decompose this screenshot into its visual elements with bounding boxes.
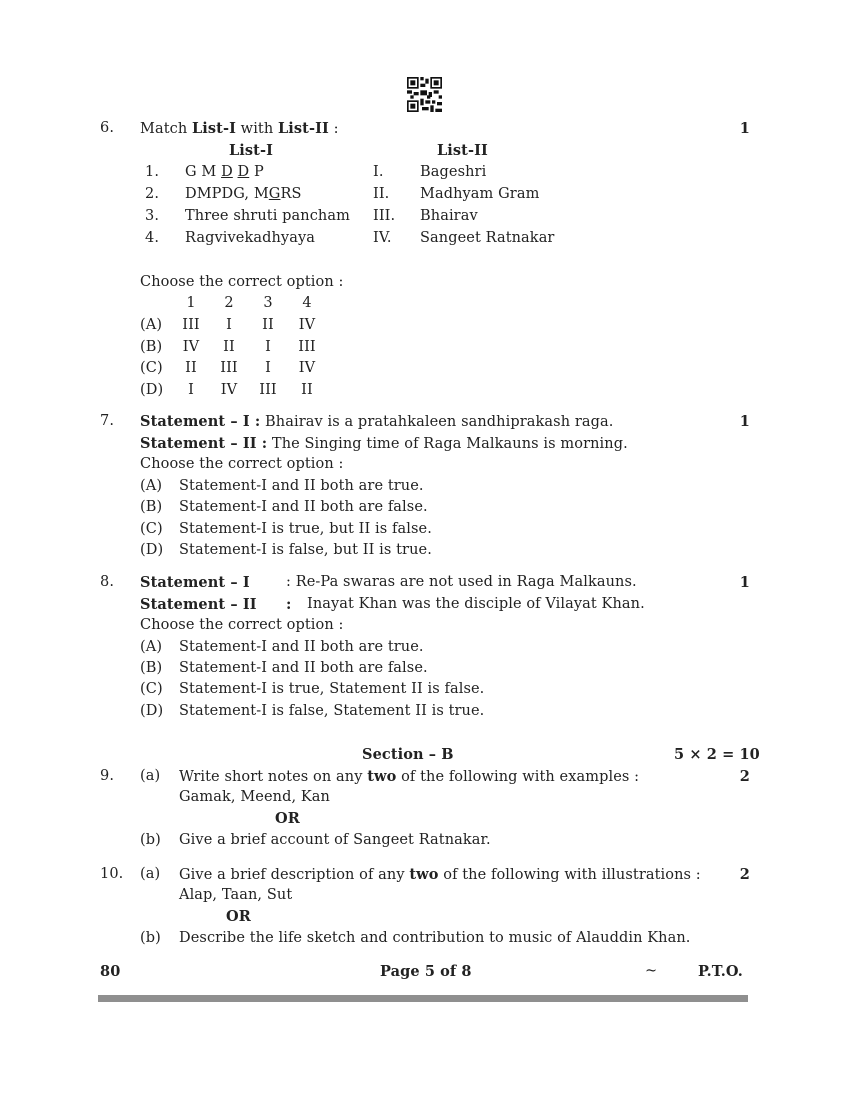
- question-number: 7.: [100, 413, 115, 429]
- option-cell: II: [262, 317, 274, 333]
- option-text: Statement-I is false, Statement II is true.: [179, 703, 485, 719]
- section-marks: 5 × 2 = 10: [674, 746, 760, 763]
- choose-instruction: Choose the correct option :: [140, 274, 344, 290]
- option-label: (B): [140, 660, 163, 676]
- list-1-heading: List-I: [229, 142, 273, 159]
- option-cell: III: [298, 339, 316, 355]
- option-text: Statement-I is false, but II is true.: [179, 542, 432, 558]
- option-label: (A): [140, 478, 163, 494]
- question-number: 9.: [100, 768, 115, 784]
- list-item-number: III.: [373, 208, 396, 224]
- option-text: Statement-I is true, Statement II is false.: [179, 681, 485, 697]
- option-text: Statement-I is true, but II is false.: [179, 521, 432, 537]
- list-2-heading: List-II: [437, 142, 488, 159]
- option-text: Statement-I and II both are false.: [179, 499, 428, 515]
- or-divider: OR: [275, 810, 300, 827]
- footer-rule: [98, 995, 748, 1002]
- option-label: (D): [140, 382, 164, 398]
- question-text: Match List-I with List-II :: [140, 120, 339, 137]
- option-cell: I: [226, 317, 232, 333]
- paper-code: 80: [100, 963, 121, 980]
- question-number: 10.: [100, 866, 124, 882]
- part-b-text: Give a brief account of Sangeet Ratnakar.: [179, 832, 491, 848]
- marks: 1: [739, 574, 750, 591]
- option-label: (C): [140, 360, 163, 376]
- part-a-items: Alap, Taan, Sut: [179, 887, 293, 903]
- option-label: (D): [140, 542, 164, 558]
- option-label: (C): [140, 681, 163, 697]
- part-b-text: Describe the life sketch and contribution to music of Alauddin Khan.: [179, 930, 691, 946]
- option-text: Statement-I and II both are true.: [179, 478, 424, 494]
- question-number: 8.: [100, 574, 115, 590]
- part-label: (a): [140, 866, 161, 882]
- or-divider: OR: [226, 908, 251, 925]
- option-cell: III: [259, 382, 277, 398]
- option-label: (C): [140, 521, 163, 537]
- part-label: (a): [140, 768, 161, 784]
- list-item: G M D D P: [185, 164, 264, 180]
- option-cell: IV: [182, 339, 200, 355]
- part-label: (b): [140, 930, 161, 946]
- page-number: Page 5 of 8: [380, 963, 472, 980]
- marks: 2: [739, 768, 750, 785]
- option-text: Statement-I and II both are true.: [179, 639, 424, 655]
- list-item: Bageshri: [420, 164, 487, 180]
- option-cell: I: [265, 339, 271, 355]
- statement-1-label: Statement – I: [140, 574, 250, 591]
- statement-1-text: : Re-Pa swaras are not used in Raga Malkauns.: [286, 574, 637, 590]
- option-cell: III: [182, 317, 200, 333]
- option-text: Statement-I and II both are false.: [179, 660, 428, 676]
- option-label: (B): [140, 339, 163, 355]
- option-label: (D): [140, 703, 164, 719]
- column-header: 2: [224, 295, 234, 311]
- list-item-number: 1.: [145, 164, 160, 180]
- part-label: (b): [140, 832, 161, 848]
- option-cell: I: [265, 360, 271, 376]
- part-a-text: Give a brief description of any two of the following with illustrations :: [179, 866, 701, 883]
- option-cell: II: [185, 360, 197, 376]
- option-cell: I: [188, 382, 194, 398]
- qr-code: [407, 77, 442, 112]
- option-cell: IV: [298, 317, 316, 333]
- statement-2-text: Inayat Khan was the disciple of Vilayat Khan.: [307, 596, 645, 612]
- question-number: 6.: [100, 120, 115, 136]
- choose-instruction: Choose the correct option :: [140, 456, 344, 472]
- list-item: Madhyam Gram: [420, 186, 540, 202]
- statement-1: Statement – I : Bhairav is a pratahkaleen sandhiprakash raga.: [140, 413, 614, 430]
- marks: 1: [739, 413, 750, 430]
- column-header: 3: [263, 295, 273, 311]
- option-cell: IV: [220, 382, 238, 398]
- statement-2-colon: :: [286, 596, 292, 613]
- option-label: (B): [140, 499, 163, 515]
- option-cell: II: [301, 382, 313, 398]
- list-item: DMPDG, MGRS: [185, 186, 302, 202]
- tilde-mark: ~: [645, 963, 658, 979]
- option-cell: II: [223, 339, 235, 355]
- option-label: (A): [140, 639, 163, 655]
- pto-label: P.T.O.: [698, 963, 743, 980]
- option-cell: III: [220, 360, 238, 376]
- column-header: 1: [186, 295, 196, 311]
- list-item: Sangeet Ratnakar: [420, 230, 555, 246]
- list-item-number: 2.: [145, 186, 160, 202]
- list-item-number: 3.: [145, 208, 160, 224]
- list-item-number: I.: [373, 164, 384, 180]
- list-item: Ragvivekadhyaya: [185, 230, 316, 246]
- list-item: Three shruti pancham: [185, 208, 350, 224]
- option-cell: IV: [298, 360, 316, 376]
- part-a-items: Gamak, Meend, Kan: [179, 789, 330, 805]
- choose-instruction: Choose the correct option :: [140, 617, 344, 633]
- marks: 2: [739, 866, 750, 883]
- column-header: 4: [302, 295, 312, 311]
- part-a-text: Write short notes on any two of the following with examples :: [179, 768, 640, 785]
- list-item-number: IV.: [373, 230, 392, 246]
- section-title: Section – B: [362, 746, 454, 763]
- statement-2-label: Statement – II: [140, 596, 257, 613]
- statement-2: Statement – II : The Singing time of Raga Malkauns is morning.: [140, 435, 628, 452]
- list-item: Bhairav: [420, 208, 478, 224]
- list-item-number: II.: [373, 186, 390, 202]
- list-item-number: 4.: [145, 230, 160, 246]
- marks: 1: [739, 120, 750, 137]
- option-label: (A): [140, 317, 163, 333]
